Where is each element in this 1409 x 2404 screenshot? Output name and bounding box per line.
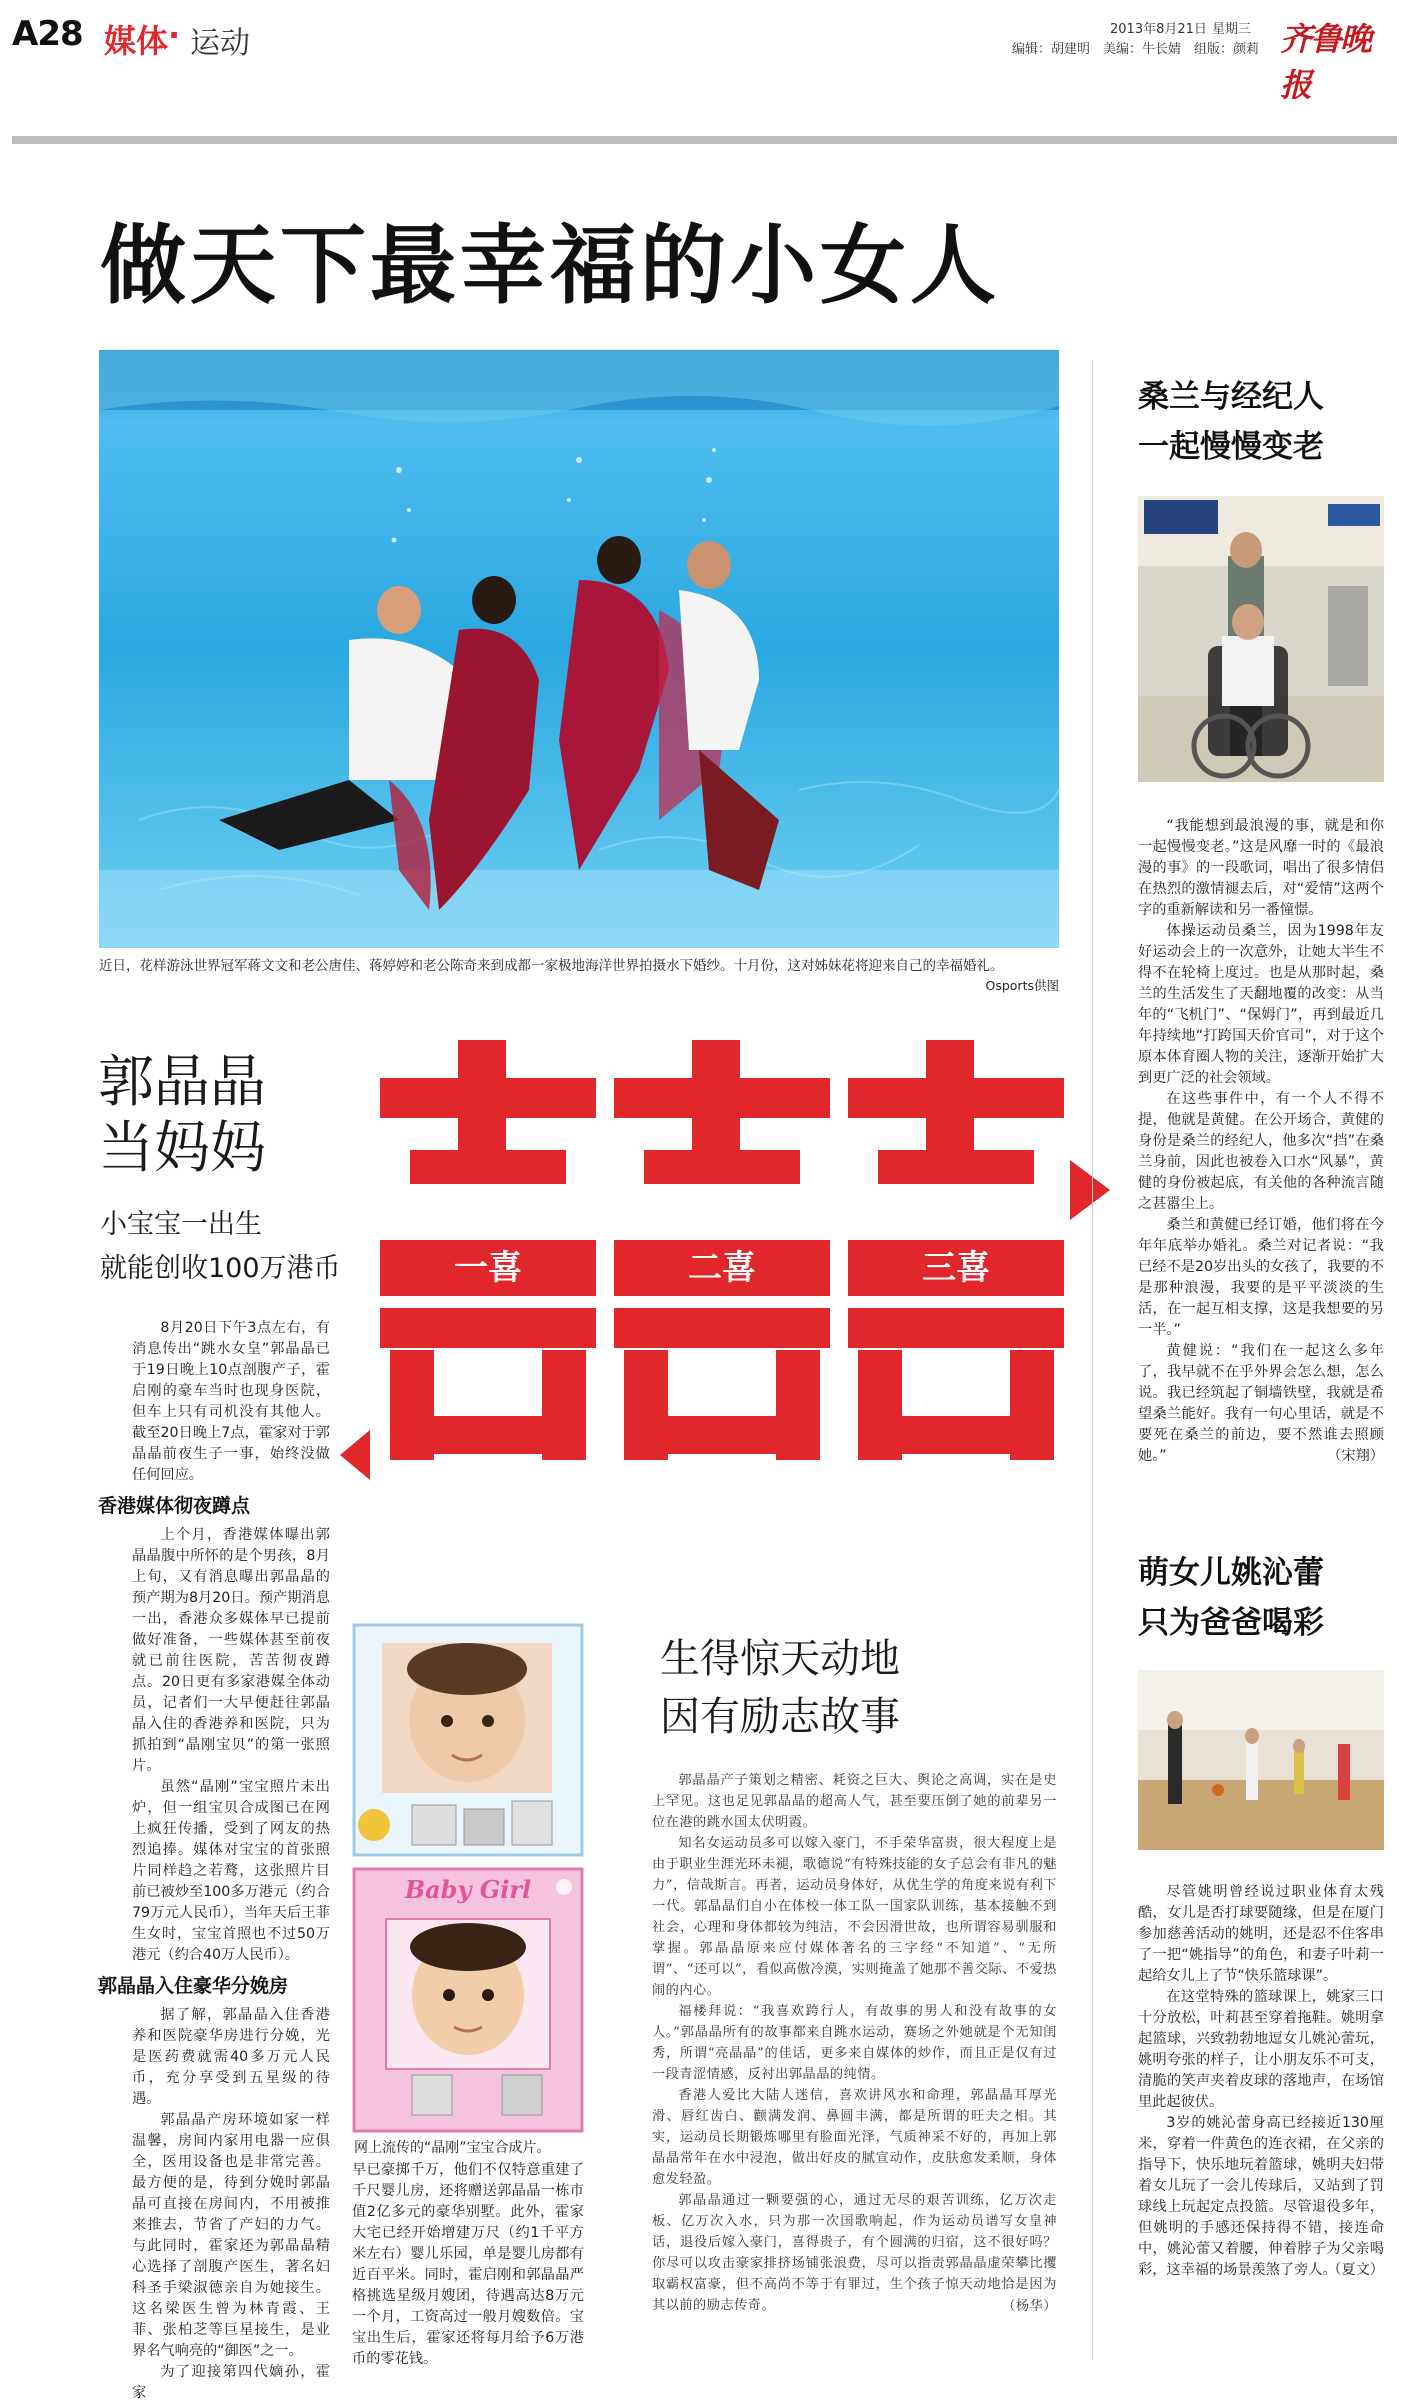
- section-dot: ·: [168, 16, 181, 54]
- center-byline: （杨华）: [1002, 2299, 1057, 2314]
- page-number: A28: [12, 14, 83, 54]
- sanglan-para-1: “我能想到最浪漫的事，就是和你一起慢慢变老。”这是风靡一时的《最浪漫的事》的一段歌词，唱出了很多情侣在热烈的激情褪去后，对“爱情”这两个字的重新解读和另一番憧憬。: [1138, 818, 1384, 918]
- yao-basketball-photo: [1138, 1670, 1384, 1850]
- newspaper-logo: 齐鲁晚报: [1280, 20, 1371, 104]
- guo-para-2: 上个月，香港媒体曝出郭晶晶腹中所怀的是个男孩，8月上旬，又有消息曝出郭晶晶的预产期为8月20日。预产期消息一出，香港众多媒体早已提前做好准备，一些媒体甚至前夜就已前往医院，苦苦彻夜蹲点。20日更有多家港媒全体动员，记者们一大早便赶往郭晶晶入住的香港养和医院，只为抓拍到“晶刚宝贝”的第一张照片。: [132, 1527, 330, 1774]
- guo-para-1: 8月20日下午3点左右，有消息传出“跳水女皇”郭晶晶已于19日晚上10点剖腹产子，霍启刚的豪车当时也现身医院，但车上只有司机没有其他人。截至20日晚上7点，霍家对于郭晶晶前夜生子一事，始终没做任何回应。: [132, 1320, 330, 1483]
- yao-body: [1138, 1882, 1384, 2281]
- guo-para-6: 为了迎接第四代嫡孙，霍家: [132, 2364, 330, 2401]
- sanglan-byline: （宋翔）: [1327, 1448, 1384, 1464]
- section-name: 媒体: [104, 22, 169, 60]
- underwater-wedding-photo: [99, 350, 1059, 948]
- xi-character-2: [614, 1040, 830, 1460]
- guo-subhead-2: 郭晶晶入住豪华分娩房: [98, 1975, 289, 1997]
- sanglan-title-line2: 一起慢慢变老: [1138, 429, 1324, 465]
- sanglan-body: [1138, 816, 1384, 1467]
- guo-title-line1: 郭晶晶: [98, 1050, 266, 1115]
- header-rule: [12, 136, 1397, 144]
- guo-para-4: 据了解，郭晶晶入住香港养和医院豪华房进行分娩，光是医药费就需40多万元人民币，充分享受到五星级的待遇。: [132, 2007, 330, 2107]
- baby-photo-collage: [352, 1625, 584, 2245]
- guo-body-col1: [98, 1318, 330, 2404]
- baby-collage-caption: 网上流传的“晶刚”宝宝合成片。: [354, 2140, 551, 2156]
- xi-label-3: 三喜: [848, 1240, 1064, 1296]
- guo-subhead-1: 香港媒体彻夜蹲点: [98, 1495, 251, 1517]
- center-title-line2: 因有励志故事: [660, 1694, 900, 1740]
- main-headline: 做天下最幸福的小女人: [100, 216, 1000, 316]
- guo-para-5: 郭晶晶产房环境如家一样温馨，房间内家用电器一应俱全，医用设备也是非常完善。最方便的是，待到分娩时郭晶晶可直接在房间内，不用被推来推去，节省了产妇的力气。与此同时，霍家还为郭晶晶精心选择了剖腹产医生，著名妇科圣手梁淑德亲自为她接生。这名梁医生曾为林青霞、王菲、张柏芝等巨星接生，是业界名气响亮的“御医”之一。: [132, 2112, 330, 2359]
- sanglan-title-line1: 桑兰与经纪人: [1138, 379, 1324, 415]
- sanglan-para-5: 黄健说：“我们在一起这么多年了，我早就不在乎外界会怎么想，怎么说。我已经筑起了铜墙铁壁，我就是希望桑兰能好。我有一句心里话，就是不要死在桑兰的前边，要不然谁去照顾她。”: [1138, 1343, 1384, 1464]
- center-para-1: 郭晶晶产子策划之精密、耗资之巨大、舆论之高调，实在是史上罕见。这也足见郭晶晶的超高人气，甚至要压倒了她的前辈另一位在港的跳水国太伏明霞。: [652, 1773, 1057, 1830]
- guo-body-col2: [352, 2160, 584, 2370]
- center-story-title: [660, 1630, 1040, 1746]
- yao-para-3: 3岁的姚沁蕾身高已经接近130厘米，穿着一件黄色的连衣裙，在父亲的指导下，快乐地玩着篮球，姚明夫妇带着女儿玩了一会儿传球后，又站到了罚球线上玩起定点投篮。尽管退役多年，但姚明的手感还保持得不错，接连命中，姚沁蕾又着腰，伸着脖子为父亲喝彩，这幸福的场景羡煞了旁人。: [1138, 2115, 1384, 2278]
- issue-date: 2013年8月21日: [1110, 22, 1207, 37]
- yao-byline: （夏文）: [1327, 2262, 1384, 2278]
- xi-character-3: [848, 1040, 1064, 1460]
- guo-subtitle-2: 就能创收100万港币: [100, 1253, 341, 1284]
- center-title-line1: 生得惊天动地: [660, 1636, 900, 1682]
- center-para-2: 知名女运动员多可以嫁入豪门，不手荣华富贵，很大程度上是由于职业生涯光环未褪，歌德说“有特殊技能的女子总会有非凡的魅力”，信哉斯言。再者，运动员身体好，从优生学的角度来说有利下一代。郭晶晶们自小在体校一体工队一国家队训练，基本接触不到社会，心理和身体都较为纯洁，不会因滑世故，也所谓容易驯服和掌握。郭晶晶原来应付媒体著名的三字经“不知道”、“无所谓”、“还可以”，看似高傲冷漠，实则掩盖了她那不善交际、不爱热闹的内心。: [652, 1836, 1057, 1998]
- subsection-name: 运动: [190, 26, 250, 61]
- guo-continued-text: 早已豪掷千万，他们不仅特意重建了千尺婴儿房，还将赠送郭晶晶一栋市值2亿多元的豪华别墅。此外，霍家大宅已经开始增建万尺（约1千平方米左右）婴儿乐园，单是婴儿房都有近百平米。同时，霍启刚和郭晶晶严格挑选星级月嫂团，待遇高达8万元一个月，工资高过一般月嫂数倍。宝宝出生后，霍家还将每月给予6万港币的零花钱。: [352, 2162, 584, 2367]
- sanglan-airport-photo: [1138, 496, 1384, 782]
- sanglan-story-title: [1138, 372, 1398, 472]
- yao-title-line2: 只为爸爸喝彩: [1138, 1605, 1324, 1641]
- center-story-body: [652, 1770, 1057, 2317]
- xi-label-1: 一喜: [380, 1240, 596, 1296]
- center-para-5: 郭晶晶通过一颗要强的心，通过无尽的艰苦训练，亿万次走板、亿万次入水，只为那一次国歌响起，作为运动员谱写女皇神话，退役后嫁入豪门，喜得贵子，有个圆满的归宿，这不很好吗？你尽可以攻击豪家排挤场铺张浪费，尽可以指责郭晶晶虚荣攀比攫取霸权富豪，但不高尚不等于有罪过，生个孩子惊天动地恰是因为其以前的励志传奇。: [652, 2193, 1057, 2313]
- top-photo-credit: Osports供图: [985, 978, 1059, 993]
- issue-weekday: 星期三: [1212, 22, 1252, 37]
- top-photo-caption-text: 近日，花样游泳世界冠军蒋文文和老公唐佳、蒋婷婷和老公陈奇来到成都一家极地海洋世界拍摄水下婚纱。十月份，这对姊妹花将迎来自己的幸福婚礼。: [99, 958, 1004, 974]
- yao-para-1: 尽管姚明曾经说过职业体育太残酷，女儿是否打球要随缘，但是在厦门参加慈善活动的姚明，还是忍不住客串了一把“姚指导”的角色，和妻子叶莉一起给女儿上了节“快乐篮球课”。: [1138, 1884, 1384, 1984]
- triple-happiness-graphic: [370, 1040, 1070, 1480]
- sanglan-para-3: 在这些事件中，有一个人不得不提，他就是黄健。在公开场合，黄健的身份是桑兰的经纪人，他多次“挡”在桑兰身前，因此也被卷入口水“风暴”，黄健的身份被起底，有关他的各种流言随之甚嚣尘上。: [1138, 1091, 1384, 1212]
- sanglan-para-2: 体操运动员桑兰，因为1998年友好运动会上的一次意外，让她大半生不得不在轮椅上度过。也是从那时起，桑兰的生活发生了天翻地覆的改变：从当年的“飞机门”、“保姆门”，再到最近几年持续地“打跨国天价官司”，对于这个原本体育圈人物的关注，逐渐开始扩大到更广泛的社会领域。: [1138, 923, 1384, 1086]
- story-title-guo: [98, 1050, 348, 1182]
- guo-para-3: 虽然“晶刚”宝宝照片未出炉，但一组宝贝合成图已在网上疯狂传播，受到了网友的热烈追捧。媒体对宝宝的首张照片同样趋之若鹜，这张照片目前已被炒至100多万港元（约合79万元人民币），当年天后王菲生女时，宝宝首照也不过50万港元（约合40万人民币）。: [132, 1779, 330, 1963]
- xi-character-1: [380, 1040, 596, 1460]
- center-para-4: 香港人爱比大陆人迷信，喜欢讲风水和命理，郭晶晶耳厚光滑、唇红齿白、颧满发润、鼻圆丰满，都是所谓的旺夫之相。其实，运动员长期锻炼哪里有脸面光泽，气质神采不好的，再加上郭晶晶常年在水中浸泡，做出好皮的腻宣动作，皮肤愈发柔顺，身体愈发轻盈。: [652, 2088, 1057, 2187]
- page-header: [12, 12, 1397, 104]
- baby-banner-text: Baby Girl: [404, 1875, 532, 1904]
- guo-subtitle-1: 小宝宝一出生: [100, 1209, 262, 1240]
- xi-label-2: 二喜: [614, 1240, 830, 1296]
- guo-title-line2: 当妈妈: [98, 1116, 266, 1181]
- yao-para-2: 在这堂特殊的篮球课上，姚家三口十分放松，叶莉甚至穿着拖鞋。姚明拿起篮球，兴致勃勃地逗女儿姚沁蕾玩，姚明夸张的样子，让小朋友乐不可支，清脆的笑声夹着皮球的落地声，在场馆里此起彼伏。: [1138, 1989, 1384, 2110]
- center-para-3: 福楼拜说：“我喜欢跨行人，有故事的男人和没有故事的女人。”郭晶晶所有的故事都来自跳水运动，赛场之外她就是个无知闺秀，所谓“亮晶晶”的佳话，更多来自媒体的炒作，而且正是仅有过一段青涩情感，反衬出郭晶晶的纯情。: [652, 2004, 1057, 2082]
- editor-credits: 编辑：胡建明 美编：牛长婧 组版：颜莉: [1012, 42, 1260, 57]
- top-photo-caption: [99, 956, 1059, 996]
- yao-story-title: [1138, 1548, 1398, 1648]
- yao-title-line1: 萌女儿姚沁蕾: [1138, 1555, 1324, 1591]
- sanglan-para-4: 桑兰和黄健已经订婚，他们将在今年年底举办婚礼。桑兰对记者说：“我已经不是20岁出头的女孩了，我要的不是那种浪漫，我要的是平平淡淡的生活，在一起互相支撑，这是我想要的另一半。”: [1138, 1217, 1384, 1338]
- column-divider: [1092, 360, 1093, 2360]
